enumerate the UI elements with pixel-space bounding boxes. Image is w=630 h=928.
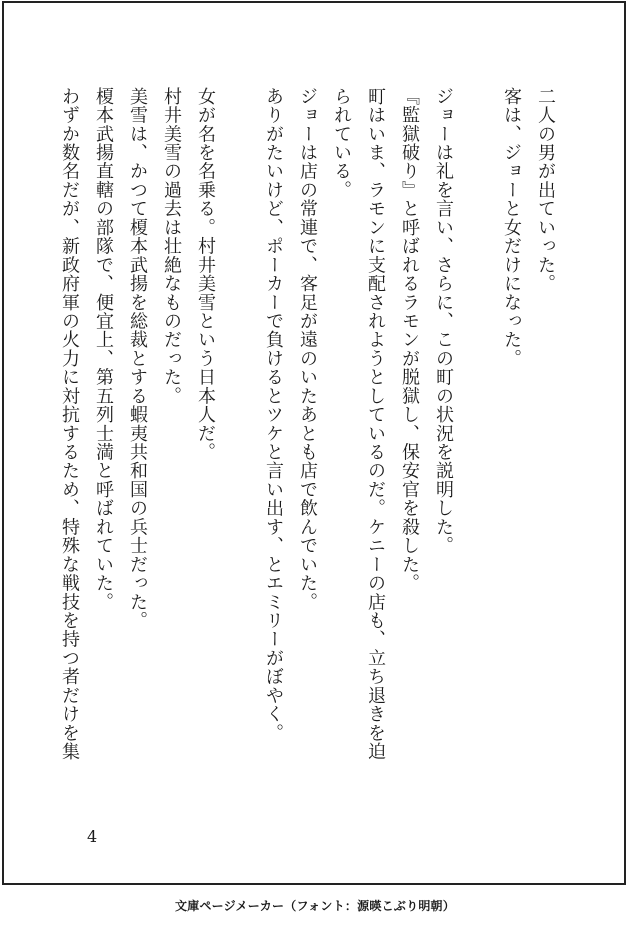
text-line: 町はいま、ラモンに支配されようとしているのだ。ケニーの店も、立ち退きを迫	[365, 87, 386, 761]
text-line: 女が名を名乗る。村井美雪という日本人だ。	[195, 87, 216, 462]
text-line: ありがたいけど、ポーカーで負けるとツケと言い出す、とエミリーがぼやく。	[263, 87, 284, 743]
text-line: 村井美雪の過去は壮絶なものだった。	[161, 87, 182, 406]
footer-credit: 文庫ページメーカー（フォント：源暎こぶり明朝）	[174, 899, 456, 913]
text-line: ジョーは礼を言い、さらに、この町の状況を説明した。	[433, 87, 454, 555]
text-line: 二人の男が出ていった。	[535, 87, 556, 293]
text-line: 榎本武揚直轄の部隊で、便宜上、第五列士満と呼ばれていた。	[93, 87, 114, 612]
text-line: 美雪は、かつて榎本武揚を総裁とする蝦夷共和国の兵士だった。	[127, 87, 148, 630]
vertical-text-body	[52, 87, 562, 807]
text-line: 『監獄破り』と呼ばれるラモンが脱獄し、保安官を殺した。	[399, 87, 420, 593]
blank-line	[460, 87, 494, 807]
page-number: 4	[87, 827, 98, 846]
blank-line	[222, 87, 256, 807]
text-line: わずか数名だが、新政府軍の火力に対抗するため、特殊な戦技を持つ者だけを集	[59, 87, 80, 761]
text-line: られている。	[331, 87, 352, 200]
text-line: ジョーは店の常連で、客足が遠のいたあとも店で飲んでいた。	[297, 87, 318, 612]
text-line: 客は、ジョーと女だけになった。	[501, 87, 522, 368]
page-frame	[2, 1, 626, 885]
